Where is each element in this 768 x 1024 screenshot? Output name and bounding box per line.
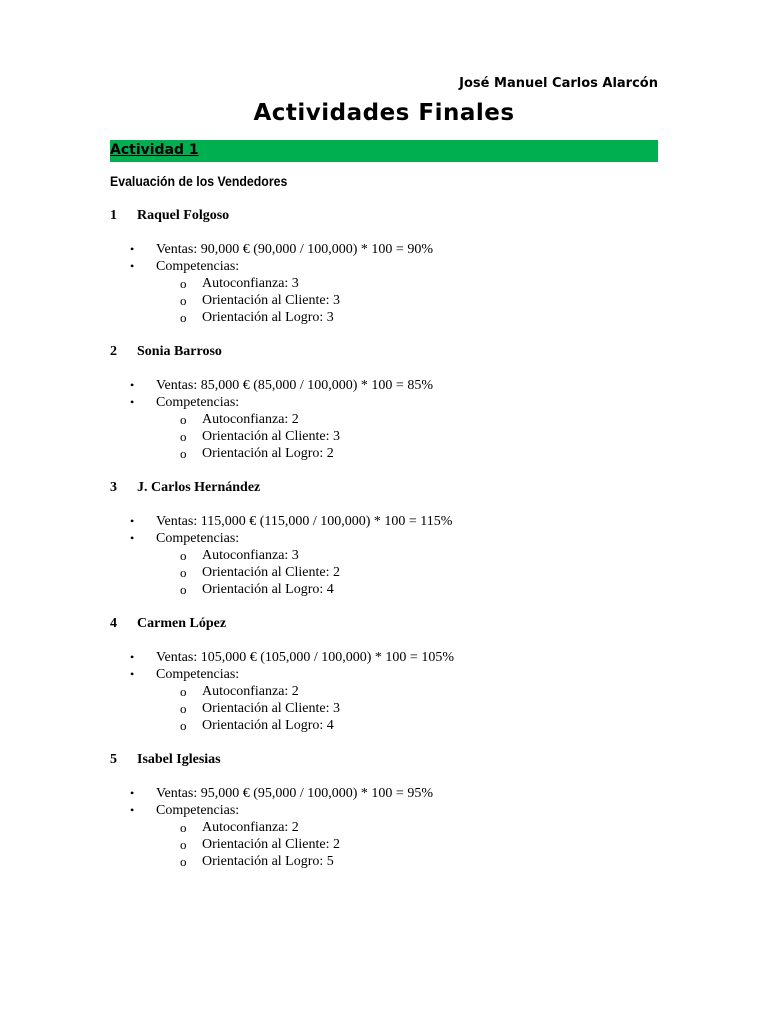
competencias-label: Competencias: xyxy=(156,259,240,274)
competency-text: Orientación al Logro: 4 xyxy=(202,718,334,733)
circle-bullet-icon: o xyxy=(180,276,187,291)
seller-number: 4 xyxy=(110,616,117,631)
circle-bullet-icon: o xyxy=(180,310,187,325)
circle-bullet-icon: o xyxy=(180,854,187,869)
seller-number: 5 xyxy=(110,752,117,767)
competency-text: Orientación al Logro: 5 xyxy=(202,854,334,869)
competency-text: Orientación al Cliente: 3 xyxy=(202,701,341,716)
circle-bullet-icon: o xyxy=(180,565,187,580)
ventas-text: Ventas: 105,000 € (105,000 / 100,000) * 100 = 105% xyxy=(156,650,454,665)
competencias-label: Competencias: xyxy=(156,667,240,682)
ventas-text: Ventas: 85,000 € (85,000 / 100,000) * 100 = 85% xyxy=(156,378,433,393)
seller-section xyxy=(110,480,658,597)
competency-text: Autoconfianza: 2 xyxy=(202,820,299,835)
bullet-icon: • xyxy=(130,259,135,273)
circle-bullet-icon: o xyxy=(180,446,187,461)
competency-text: Autoconfianza: 2 xyxy=(202,684,299,699)
seller-number: 1 xyxy=(110,208,117,223)
seller-heading xyxy=(110,208,658,226)
seller-number: 2 xyxy=(110,344,117,359)
competency-text: Autoconfianza: 3 xyxy=(202,548,299,563)
circle-bullet-icon: o xyxy=(180,548,187,563)
bullet-icon: • xyxy=(130,514,135,528)
competency-text: Orientación al Cliente: 2 xyxy=(202,565,341,580)
bullet-icon: • xyxy=(130,786,135,800)
circle-bullet-icon: o xyxy=(180,582,187,597)
activity-label: Actividad 1 xyxy=(110,142,199,158)
competency-text: Orientación al Logro: 3 xyxy=(202,310,334,325)
circle-bullet-icon: o xyxy=(180,684,187,699)
seller-name: Isabel Iglesias xyxy=(137,752,221,767)
competency-text: Autoconfianza: 3 xyxy=(202,276,299,291)
competency-text: Orientación al Logro: 2 xyxy=(202,446,334,461)
seller-section xyxy=(110,616,658,733)
competency-text: Orientación al Cliente: 3 xyxy=(202,293,341,308)
competencias-label: Competencias: xyxy=(156,531,240,546)
bullet-icon: • xyxy=(130,242,135,256)
circle-bullet-icon: o xyxy=(180,412,187,427)
activity-header-bar xyxy=(110,140,658,162)
seller-section xyxy=(110,208,658,325)
competency-text: Orientación al Logro: 4 xyxy=(202,582,334,597)
seller-heading xyxy=(110,752,658,770)
circle-bullet-icon: o xyxy=(180,701,187,716)
bullet-icon: • xyxy=(130,650,135,664)
ventas-text: Ventas: 95,000 € (95,000 / 100,000) * 100 = 95% xyxy=(156,786,433,801)
seller-number: 3 xyxy=(110,480,117,495)
circle-bullet-icon: o xyxy=(180,718,187,733)
seller-heading xyxy=(110,616,658,634)
circle-bullet-icon: o xyxy=(180,293,187,308)
seller-name: Raquel Folgoso xyxy=(137,208,230,223)
bullet-icon: • xyxy=(130,531,135,545)
bullet-icon: • xyxy=(130,803,135,817)
circle-bullet-icon: o xyxy=(180,429,187,444)
seller-heading xyxy=(110,480,658,498)
seller-heading xyxy=(110,344,658,362)
seller-section xyxy=(110,752,658,869)
bullet-icon: • xyxy=(130,378,135,392)
ventas-text: Ventas: 90,000 € (90,000 / 100,000) * 100 = 90% xyxy=(156,242,433,257)
author-name: José Manuel Carlos Alarcón xyxy=(459,76,658,91)
seller-name: Sonia Barroso xyxy=(137,344,222,359)
page-title: Actividades Finales xyxy=(253,100,515,126)
circle-bullet-icon: o xyxy=(180,820,187,835)
seller-name: Carmen López xyxy=(137,616,227,631)
seller-name: J. Carlos Hernández xyxy=(137,480,261,495)
competency-text: Orientación al Cliente: 2 xyxy=(202,837,341,852)
section-subtitle: Evaluación de los Vendedores xyxy=(110,173,288,189)
ventas-text: Ventas: 115,000 € (115,000 / 100,000) * 100 = 115% xyxy=(156,514,453,529)
seller-section xyxy=(110,344,658,461)
competencias-label: Competencias: xyxy=(156,803,240,818)
competencias-label: Competencias: xyxy=(156,395,240,410)
competency-text: Autoconfianza: 2 xyxy=(202,412,299,427)
competency-text: Orientación al Cliente: 3 xyxy=(202,429,341,444)
bullet-icon: • xyxy=(130,667,135,681)
bullet-icon: • xyxy=(130,395,135,409)
circle-bullet-icon: o xyxy=(180,837,187,852)
